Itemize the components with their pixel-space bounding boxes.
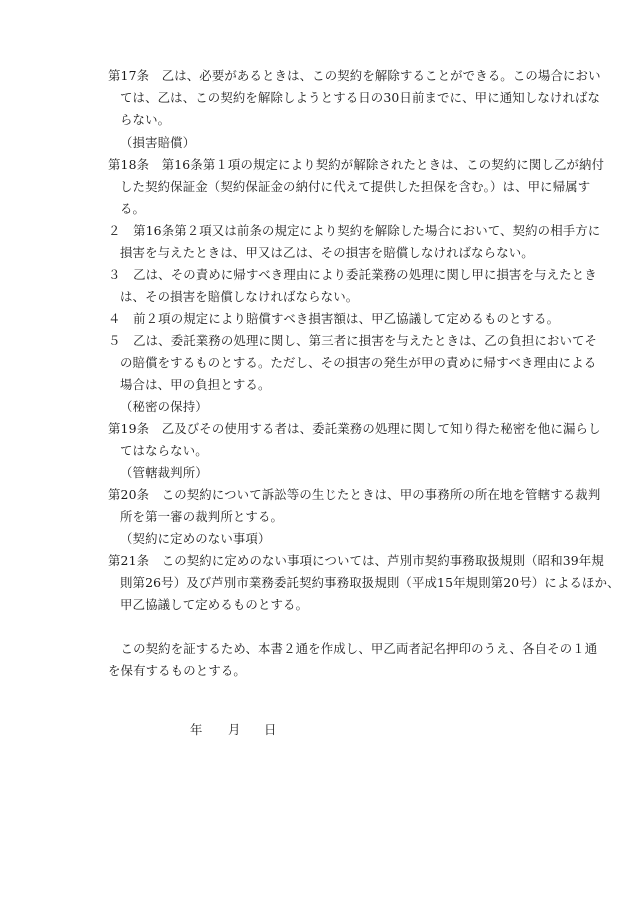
closing-line2: を保有するものとする。 [108, 663, 246, 678]
article18-p2-line1: ２ 第16条第２項又は前条の規定により契約を解除した場合において、契約の相手方に [108, 223, 601, 238]
article20-line2: 所を第一審の裁判所とする。 [120, 509, 284, 524]
article19-line2: てはならない。 [120, 443, 208, 458]
date-month-label: 月 [228, 722, 241, 737]
date-year-label: 年 [190, 722, 203, 737]
heading-other-matters: （契約に定めのない事項） [120, 531, 271, 546]
heading-court: （管轄裁判所） [120, 465, 208, 480]
article18-p1-line1: 第18条 第16条第１項の規定により契約が解除されたときは、この契約に関し乙が納付 [108, 157, 605, 172]
article18-p1-line3: る。 [120, 201, 146, 216]
article18-p1-line2: した契約保証金（契約保証金の納付に代えて提供した担保を含む。）は、甲に帰属す [120, 179, 591, 194]
article18-p3-line1: ３ 乙は、その責めに帰すべき理由により委託業務の処理に関し甲に損害を与えたとき [108, 267, 597, 282]
article21-line2: 則第26号）及び芦別市業務委託契約事務取扱規則（平成15年規則第20号）によるほか、 [120, 575, 620, 590]
closing-line1: この契約を証するため、本書２通を作成し、甲乙両者記名押印のうえ、各自その１通 [108, 641, 598, 656]
article18-p5-line1: ５ 乙は、委託業務の処理に関し、第三者に損害を与えたときは、乙の負担においてそ [108, 333, 598, 348]
article18-p5-line2: の賠償をするものとする。ただし、その損害の発生が甲の責めに帰すべき理由による [120, 355, 597, 370]
article18-p3-line2: は、その損害を賠償しなければならない。 [120, 289, 359, 304]
heading-damages: （損害賠償） [120, 135, 196, 150]
article19-line1: 第19条 乙及びその使用する者は、委託業務の処理に関して知り得た秘密を他に漏らし [108, 421, 601, 436]
article18-p4-line1: ４ 前２項の規定により賠償すべき損害額は、甲乙協議して定めるものとする。 [108, 311, 560, 326]
article17-line2: ては、乙は、この契約を解除しようとする日の30日前までに、甲に通知しなければな [120, 90, 601, 105]
article18-p5-line3: 場合は、甲の負担とする。 [120, 377, 271, 392]
article17-line3: らない。 [120, 112, 171, 127]
article18-p2-line2: 損害を与えたときは、甲又は乙は、その損害を賠償しなければならない。 [120, 245, 534, 260]
article20-line1: 第20条 この契約について訴訟等の生じたときは、甲の事務所の所在地を管轄する裁判 [108, 487, 601, 502]
date-day-label: 日 [264, 722, 277, 737]
article21-line3: 甲乙協議して定めるものとする。 [120, 597, 309, 612]
article21-line1: 第21条 この契約に定めのない事項については、芦別市契約事務取扱規則（昭和39年規 [108, 553, 604, 568]
heading-secrecy: （秘密の保持） [120, 399, 208, 414]
article17-line1: 第17条 乙は、必要があるときは、この契約を解除することができる。この場合におい [108, 68, 601, 83]
